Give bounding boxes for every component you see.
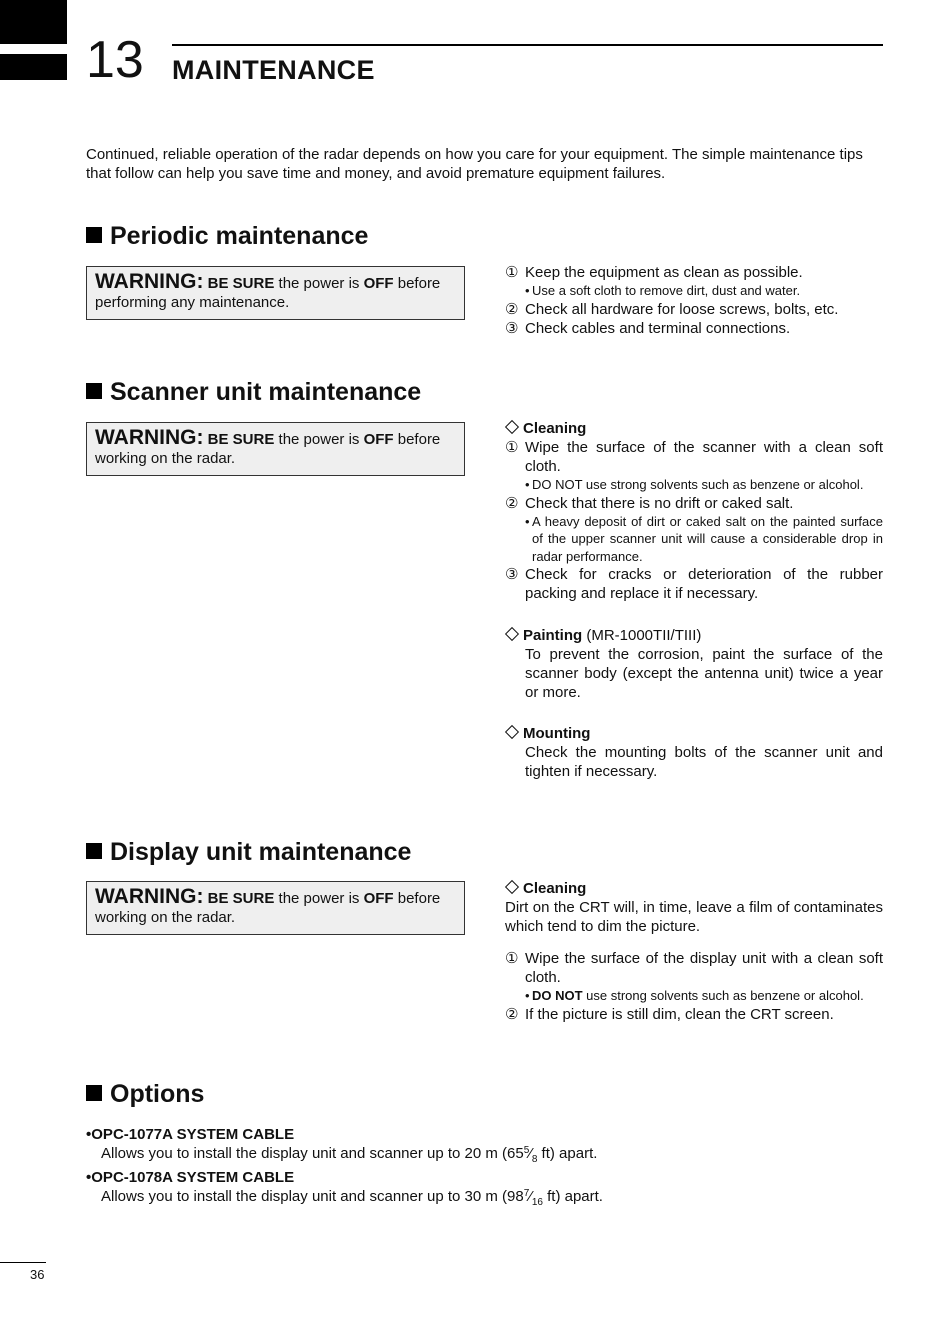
- list-item: [505, 319, 883, 338]
- warning-emphasis: BE SURE: [207, 431, 275, 448]
- chapter-tab-block: [0, 54, 67, 80]
- note-text: Use a soft cloth to remove dirt, dust and water.: [532, 283, 801, 298]
- warning-label: WARNING:: [95, 270, 204, 293]
- fraction-denominator: 8: [531, 1154, 538, 1165]
- bullet-icon: •: [525, 988, 530, 1003]
- item-number: ②: [505, 494, 519, 512]
- list-item: [505, 949, 883, 987]
- option-description: Allows you to install the display unit and scanner up to 30 m ($98^7⁄_{16}$ ft) apart.: [101, 1188, 603, 1208]
- item-text: Check cables and terminal connections.: [525, 319, 791, 337]
- warning-emphasis: BE SURE: [207, 275, 275, 292]
- item-number: ②: [505, 1005, 519, 1023]
- subheading-mounting: [505, 724, 883, 743]
- option-name-text: OPC-1077A SYSTEM CABLE: [91, 1126, 295, 1143]
- note: [505, 282, 883, 300]
- item-text: Check that there is no drift or caked salt.: [525, 494, 794, 512]
- option-description: Allows you to install the display unit and scanner up to 20 m ($65^5⁄_8$ ft) apart.: [101, 1145, 598, 1165]
- list-item: [505, 263, 883, 282]
- diamond-icon: [505, 725, 519, 739]
- diamond-icon: [505, 420, 519, 434]
- warning-text: before working on the radar.: [95, 431, 441, 467]
- item-number: ①: [505, 439, 519, 456]
- item-text: Wipe the surface of the scanner with a clean soft cloth.: [525, 439, 883, 475]
- warning-text: before performing any maintenance.: [95, 275, 441, 311]
- option-name: •OPC-1078A SYSTEM CABLE: [86, 1169, 295, 1186]
- subheading-text: Mounting: [523, 725, 591, 742]
- bullet-icon: •: [525, 513, 530, 529]
- subheading-text: Cleaning: [523, 880, 587, 897]
- section-heading-scanner: [86, 377, 421, 407]
- option-desc-text: Allows you to install the display unit and scanner up to 20 m (65: [101, 1145, 524, 1162]
- square-bullet-icon: [86, 1085, 102, 1101]
- subheading-text: Painting: [523, 627, 583, 644]
- item-text: If the picture is still dim, clean the CRT screen.: [525, 1005, 834, 1023]
- chapter-title: MAINTENANCE: [172, 55, 375, 85]
- item-text: Wipe the surface of the display unit with a clean soft cloth.: [525, 950, 883, 986]
- section-heading-periodic: [86, 221, 368, 251]
- intro-paragraph: Continued, reliable operation of the radar depends on how you care for your equipment. The simple maintenance tips that follow can help you save time and money, and avoid premature equipment failures.: [86, 146, 863, 182]
- section-title: Scanner unit maintenance: [110, 378, 422, 406]
- warning-text: the power is: [274, 275, 364, 292]
- list-item: [505, 438, 883, 476]
- option-desc-text: Allows you to install the display unit and scanner up to 30 m (98: [101, 1188, 524, 1205]
- list-item: [505, 1005, 883, 1024]
- warning-box: [86, 266, 465, 320]
- model-text: (MR-1000TII/TIII): [582, 627, 702, 644]
- page-number: 36: [30, 1267, 45, 1282]
- list-item: [505, 494, 883, 513]
- subheading-cleaning: [505, 419, 883, 438]
- item-text: Check for cracks or deterioration of the rubber packing and replace it if necessary.: [525, 566, 883, 602]
- warning-text: the power is: [274, 431, 364, 448]
- section-heading-options: [86, 1079, 204, 1109]
- scanner-instructions: [505, 419, 883, 781]
- mounting-text: Check the mounting bolts of the scanner unit and tighten if necessary.: [525, 744, 883, 780]
- warning-box: [86, 422, 465, 476]
- diamond-icon: [505, 627, 519, 641]
- note-text: A heavy deposit of dirt or caked salt on the painted surface of the upper scanner unit will cause a considerable drop in radar performance.: [532, 513, 883, 564]
- fraction-numerator: 5: [523, 1145, 530, 1156]
- warning-label: WARNING:: [95, 885, 204, 908]
- spacer: [505, 603, 883, 626]
- chapter-tab-block: [0, 0, 67, 44]
- cleaning-intro: Dirt on the CRT will, in time, leave a film of contaminates which tend to dim the picture.: [505, 899, 883, 935]
- fraction-numerator: 7: [523, 1188, 530, 1199]
- note-text: use strong solvents such as benzene or alcohol.: [582, 988, 864, 1003]
- spacer: [505, 936, 883, 949]
- chapter-rule: [172, 44, 883, 46]
- bullet-icon: •: [525, 477, 530, 492]
- item-number: ③: [505, 566, 519, 583]
- fraction-denominator: 16: [531, 1197, 543, 1208]
- subheading-painting: [505, 626, 883, 645]
- item-text: Check all hardware for loose screws, bolts, etc.: [525, 300, 839, 318]
- section-heading-display: [86, 837, 411, 867]
- item-number: ③: [505, 319, 519, 337]
- option-desc-text: ft) apart.: [537, 1145, 598, 1162]
- option-desc-text: ft) apart.: [542, 1188, 603, 1205]
- note-emphasis: DO NOT: [532, 988, 583, 1003]
- note: [505, 987, 883, 1005]
- item-number: ①: [505, 264, 519, 281]
- subheading-cleaning: [505, 879, 883, 898]
- note: [505, 513, 883, 566]
- item-number: ①: [505, 950, 519, 967]
- spacer: [505, 702, 883, 724]
- list-item: [505, 565, 883, 603]
- warning-emphasis: OFF: [363, 431, 394, 448]
- bullet-icon: •: [525, 283, 530, 298]
- option-name: •OPC-1077A SYSTEM CABLE: [86, 1126, 295, 1143]
- options-list: [86, 1125, 883, 1206]
- page-number-rule: [0, 1262, 46, 1263]
- painting-text: To prevent the corrosion, paint the surface of the scanner body (except the antenna unit) twice a year or more.: [525, 646, 883, 701]
- diamond-icon: [505, 880, 519, 894]
- section-title: Periodic maintenance: [110, 222, 369, 250]
- note: [505, 476, 883, 494]
- chapter-number: 13: [86, 31, 144, 89]
- square-bullet-icon: [86, 843, 102, 859]
- square-bullet-icon: [86, 227, 102, 243]
- warning-emphasis: OFF: [363, 890, 394, 907]
- subheading-text: Cleaning: [523, 420, 587, 437]
- item-number: ②: [505, 300, 519, 318]
- list-item: [505, 300, 883, 319]
- item-text: Keep the equipment as clean as possible.: [525, 264, 803, 281]
- warning-text: the power is: [274, 890, 364, 907]
- square-bullet-icon: [86, 383, 102, 399]
- section-title: Options: [110, 1080, 205, 1108]
- warning-box: [86, 881, 465, 935]
- warning-emphasis: OFF: [363, 275, 394, 292]
- periodic-list: [505, 263, 883, 338]
- warning-label: WARNING:: [95, 426, 204, 449]
- warning-text: before working on the radar.: [95, 890, 441, 926]
- option-name-text: OPC-1078A SYSTEM CABLE: [91, 1169, 295, 1186]
- display-instructions: [505, 879, 883, 1024]
- warning-emphasis: BE SURE: [207, 890, 275, 907]
- note-text: DO NOT use strong solvents such as benzene or alcohol.: [532, 477, 864, 492]
- section-title: Display unit maintenance: [110, 838, 412, 866]
